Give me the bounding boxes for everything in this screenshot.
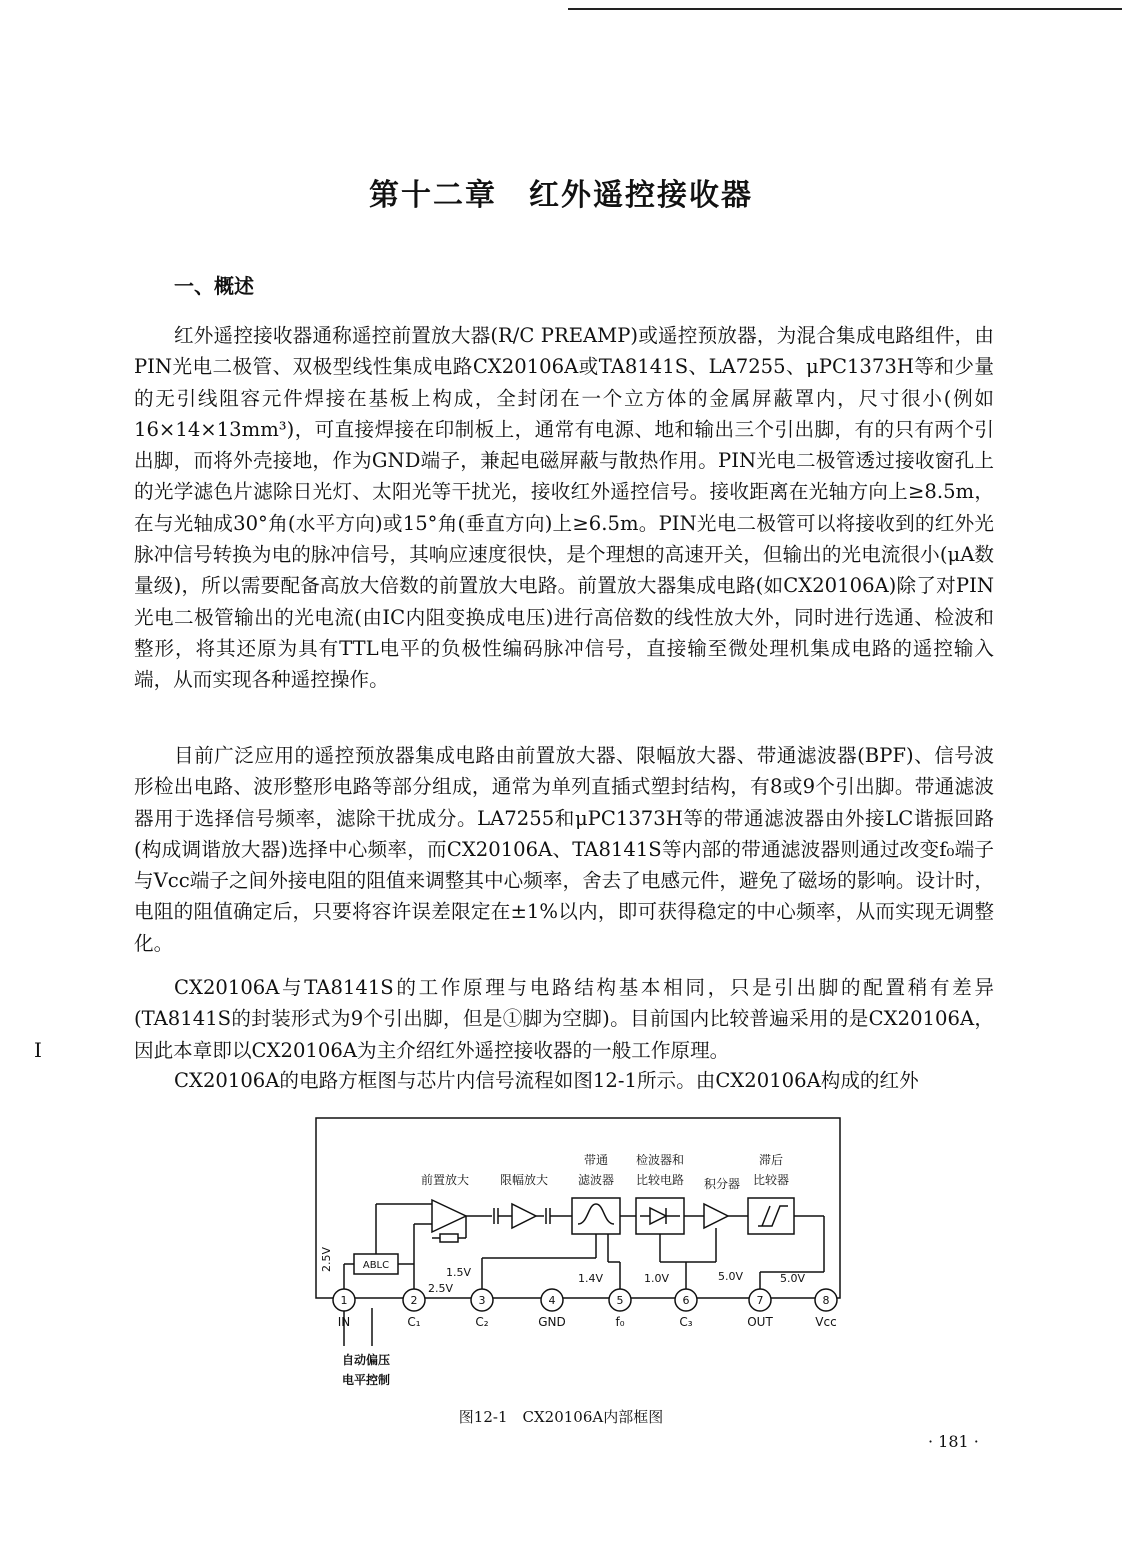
pin-3-label: C₂ [475, 1315, 489, 1329]
pin-5-label: f₀ [615, 1315, 625, 1329]
pin-6-number: 6 [682, 1294, 690, 1307]
voltage-pin5: 1.4V [578, 1272, 604, 1285]
integrator-label: 积分器 [703, 1177, 741, 1191]
hysteresis-label-2: 比较器 [752, 1173, 790, 1187]
figure-caption: 图12-1 CX20106A内部框图 [458, 1408, 664, 1426]
limiter-triangle [512, 1204, 536, 1228]
pin-1-label: IN [337, 1315, 351, 1329]
ablc-label: ABLC [362, 1260, 390, 1271]
paragraph-2: 目前广泛应用的遥控预放器集成电路由前置放大器、限幅放大器、带通滤波器(BPF)、信号波形检出电路、波形整形电路等部分组成，通常为单列直插式塑封结构，有8或9个引出脚。带通滤波器用于选择信号频率，滤除干扰成分。LA7255和μPC1373H等的带通滤波器由外接LC谐振回路(构成调谐放大器)选择中心频率，而CX20106A、TA8141S等内部的带通滤波器则通过改变f₀端子与Vcc端子之间外接电阻的阻值来调整其中心频率，舍去了电感元件，避免了磁场的影响。设计时，电阻的阻值确定后，只要将容许误差限定在±1%以内，即可获得稳定的中心频率，从而实现无调整化。 [134, 744, 994, 955]
voltage-pin1: 2.5V [320, 1246, 333, 1272]
pin-4-number: 4 [548, 1294, 556, 1307]
pin-1-number: 1 [340, 1294, 348, 1307]
voltage-pin3: 1.5V [446, 1266, 472, 1279]
pin-4-label: GND [538, 1315, 566, 1329]
detector-label-2: 比较电路 [635, 1173, 685, 1187]
voltage-pin8: 5.0V [780, 1272, 806, 1285]
block-diagram-figure [310, 1112, 850, 1402]
hysteresis-box [748, 1198, 794, 1234]
note-line-2: 电平控制 [342, 1373, 391, 1387]
voltage-pin7: 5.0V [718, 1270, 744, 1283]
paragraph-3: CX20106A与TA8141S的工作原理与电路结构基本相同，只是引出脚的配置稍有差异(TA8141S的封装形式为9个引出脚，但是①脚为空脚)。目前国内比较普遍采用的是CX20106A，因此本章即以CX20106A为主介绍红外遥控接收器的一般工作原理。 [134, 976, 994, 1062]
paragraph-1: 红外遥控接收器通称遥控前置放大器(R/C PREAMP)或遥控预放器，为混合集成电路组件，由PIN光电二极管、双极型线性集成电路CX20106A或TA8141S、LA7255、μPC1373H等和少量的无引线阻容元件焊接在基板上构成，全封闭在一个立方体的金属屏蔽罩内，尺寸很小(例如16×14×13mm³)，可直接焊接在印制板上，通常有电源、地和输出三个引出脚，有的只有两个引出脚，而将外壳接地，作为GND端子，兼起电磁屏蔽与散热作用。PIN光电二极管透过接收窗孔上的光学滤色片滤除日光灯、太阳光等干扰光，接收红外遥控信号。接收距离在光轴方向上≥8.5m，在与光轴成30°角(水平方向)或15°角(垂直方向)上≥6.5m。PIN光电二极管可以将接收到的红外光脉冲信号转换为电的脉冲信号，其响应速度很快，是个理想的高速开关，但输出的光电流很小(μA数量级)，所以需要配备高放大倍数的前置放大电路。前置放大器集成电路(如CX20106A)除了对PIN光电二极管输出的光电流(由IC内阻变换成电压)进行高倍数的线性放大外，同时进行选通、检波和整形，将其还原为具有TTL电平的负极性编码脉冲信号，直接输至微处理机集成电路的遥控输入端，从而实现各种遥控操作。 [134, 324, 994, 692]
pin-2-label: C₁ [407, 1315, 421, 1329]
margin-mark: I [34, 1038, 42, 1062]
voltage-pin2: 2.5V [428, 1282, 454, 1295]
bpf-label-2: 滤波器 [577, 1173, 615, 1187]
pin-3-number: 3 [478, 1294, 486, 1307]
pin-5-number: 5 [616, 1294, 624, 1307]
detector-label-1: 检波器和 [635, 1153, 685, 1167]
voltage-pin6: 1.0V [644, 1272, 670, 1285]
top-rule [568, 8, 1122, 10]
note-line-1: 自动偏压 [342, 1353, 391, 1367]
paragraph-4: CX20106A的电路方框图与芯片内信号流程如图12-1所示。由CX20106A构成的红外 [174, 1069, 919, 1092]
integrator-triangle [704, 1204, 728, 1228]
chip-outline [316, 1118, 840, 1298]
section-heading: 一、概述 [174, 274, 254, 298]
pin-2-number: 2 [410, 1294, 418, 1307]
chapter-title: 第十二章 红外遥控接收器 [369, 178, 753, 213]
bpf-label-1: 带通 [583, 1153, 609, 1167]
pin-7-number: 7 [756, 1294, 764, 1307]
block-diagram [310, 1112, 850, 1402]
pin-6-label: C₃ [679, 1315, 693, 1329]
limiter-label: 限幅放大 [499, 1173, 549, 1187]
pin-8-number: 8 [822, 1294, 830, 1307]
preamp-triangle [432, 1200, 466, 1232]
pin-7-label: OUT [747, 1315, 773, 1329]
hysteresis-label-1: 滞后 [758, 1153, 784, 1167]
preamp-label: 前置放大 [420, 1173, 470, 1187]
page-number: · 181 · [928, 1432, 979, 1451]
pin-8-label: Vcc [815, 1315, 837, 1329]
